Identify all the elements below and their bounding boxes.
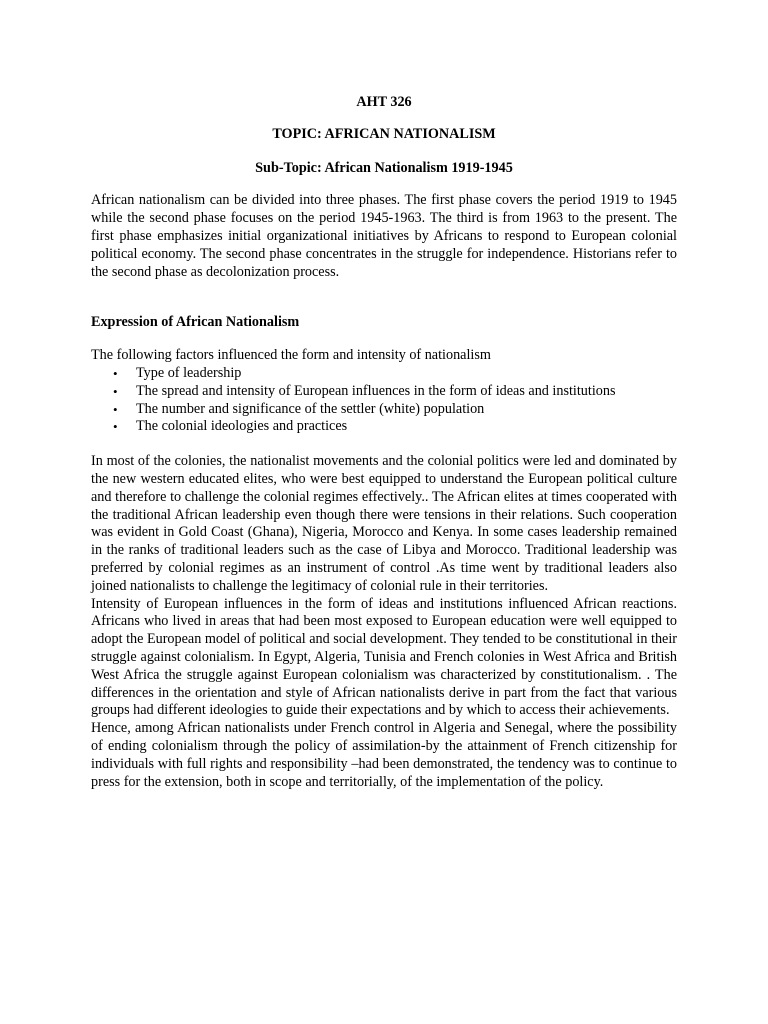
list-item bbox=[91, 365, 677, 383]
paragraph-leadership: In most of the colonies, the nationalist movements and the colonial politics were led and dominated by the new western educated elites, who were best equipped to understand the European political culture and therefore to challenge the colonial regimes effectively.. The African elites at times cooperated with the traditional African leadership even though there were tensions in their relations. Such cooperation was evident in Gold Coast (Ghana), Nigeria, Morocco and Kenya. In some cases leadership remained in the ranks of traditional leaders such as the case of Libya and Morocco. Traditional leadership was preferred by colonial regimes as an instrument of control .As time went by traditional leaders also joined nationalists to challenge the legitimacy of colonial rule in their territories. bbox=[91, 453, 677, 594]
factors-intro: The following factors influenced the form and intensity of nationalism bbox=[91, 347, 491, 364]
factors-list bbox=[91, 365, 677, 436]
paragraph-french-control: Hence, among African nationalists under French control in Algeria and Senegal, where the possibility of ending colonialism through the policy of assimilation-by the attainment of French citizenship for individuals with full rights and responsibility –had been demonstrated, the tendency was to continue to press for the extension, both in scope and territorially, of the implementation of the policy. bbox=[91, 720, 677, 790]
document-page bbox=[91, 94, 677, 791]
list-item bbox=[91, 383, 677, 401]
topic-heading: TOPIC: AFRICAN NATIONALISM bbox=[272, 125, 496, 142]
list-item bbox=[91, 401, 677, 419]
section-heading: Expression of African Nationalism bbox=[91, 314, 300, 331]
bullet-icon: • bbox=[113, 383, 118, 399]
list-item-text: The number and significance of the settler (white) population bbox=[136, 400, 485, 417]
subtopic-heading: Sub-Topic: African Nationalism 1919-1945 bbox=[255, 159, 513, 176]
bullet-icon: • bbox=[113, 401, 118, 417]
course-code: AHT 326 bbox=[356, 94, 412, 110]
bullet-icon: • bbox=[113, 419, 118, 435]
list-item-text: The spread and intensity of European influences in the form of ideas and institutions bbox=[136, 382, 616, 399]
list-item bbox=[91, 418, 677, 436]
list-item-text: Type of leadership bbox=[136, 364, 242, 381]
list-item-text: The colonial ideologies and practices bbox=[136, 418, 348, 435]
paragraph-european-influences: Intensity of European influences in the form of ideas and institutions influenced African reactions. Africans who lived in areas that had been most exposed to European education were well equipped to adopt the European model of political and social development. They tended to be constitutional in their struggle against colonialism. In Egypt, Algeria, Tunisia and French colonies in West Africa and British West Africa the struggle against European colonialism was characterized by constitutionalism. . The differences in the orientation and style of African nationalists derive in part from the fact that various groups had different ideologies to guide their expectations and by which to access their achievements. bbox=[91, 595, 677, 719]
paragraph-phases: African nationalism can be divided into three phases. The first phase covers the period 1919 to 1945 while the second phase focuses on the period 1945-1963. The third is from 1963 to the present. The first phase emphasizes initial organizational initiatives by Africans to respond to European colonial political economy. The second phase concentrates in the struggle for independence. Historians refer to the second phase as decolonization process. bbox=[91, 192, 677, 280]
bullet-icon: • bbox=[113, 365, 118, 381]
